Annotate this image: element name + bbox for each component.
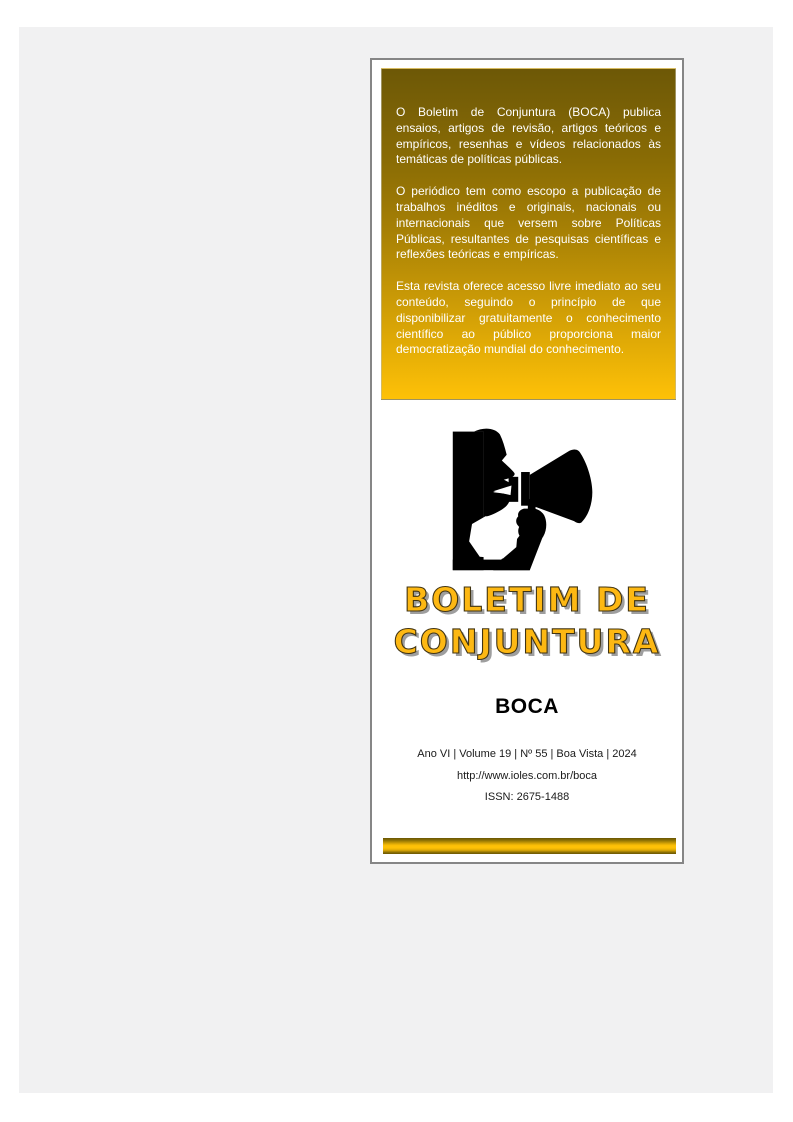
journal-url: http://www.ioles.com.br/boca bbox=[456, 770, 597, 782]
about-paragraph: Esta revista oferece acesso livre imediato ao seu conteúdo, seguindo o princípio de que disponibilizar gratuitamente o conhecimento científico ao público proporciona maior democratização mundial do conhecimento. bbox=[396, 279, 661, 357]
about-paragraph: O periódico tem como escopo a publicação de trabalhos inéditos e originais, nacionais ou internacionais que versem sobre Políticas Públicas, resultantes de pesquisas científicas e reflexões teóricas e empíricas. bbox=[396, 184, 661, 262]
journal-logo bbox=[447, 423, 601, 573]
footer-gold-bar bbox=[383, 838, 676, 854]
edition-info: Ano VI | Volume 19 | Nº 55 | Boa Vista | 2024 bbox=[417, 748, 637, 760]
megaphone-icon bbox=[447, 423, 601, 573]
about-journal-panel bbox=[381, 68, 676, 400]
journal-acronym: BOCA bbox=[495, 695, 559, 718]
journal-title-line1: BOLETIM DE bbox=[404, 580, 650, 619]
document-page bbox=[19, 27, 773, 1093]
journal-cover-card bbox=[370, 58, 684, 864]
about-paragraph: O Boletim de Conjuntura (BOCA) publica ensaios, artigos de revisão, artigos teóricos e empíricos, resenhas e vídeos relacionados às temáticas de políticas públicas. bbox=[396, 105, 661, 167]
issn-number: ISSN: 2675-1488 bbox=[484, 791, 570, 803]
journal-title-line2: CONJUNTURA bbox=[393, 622, 661, 661]
